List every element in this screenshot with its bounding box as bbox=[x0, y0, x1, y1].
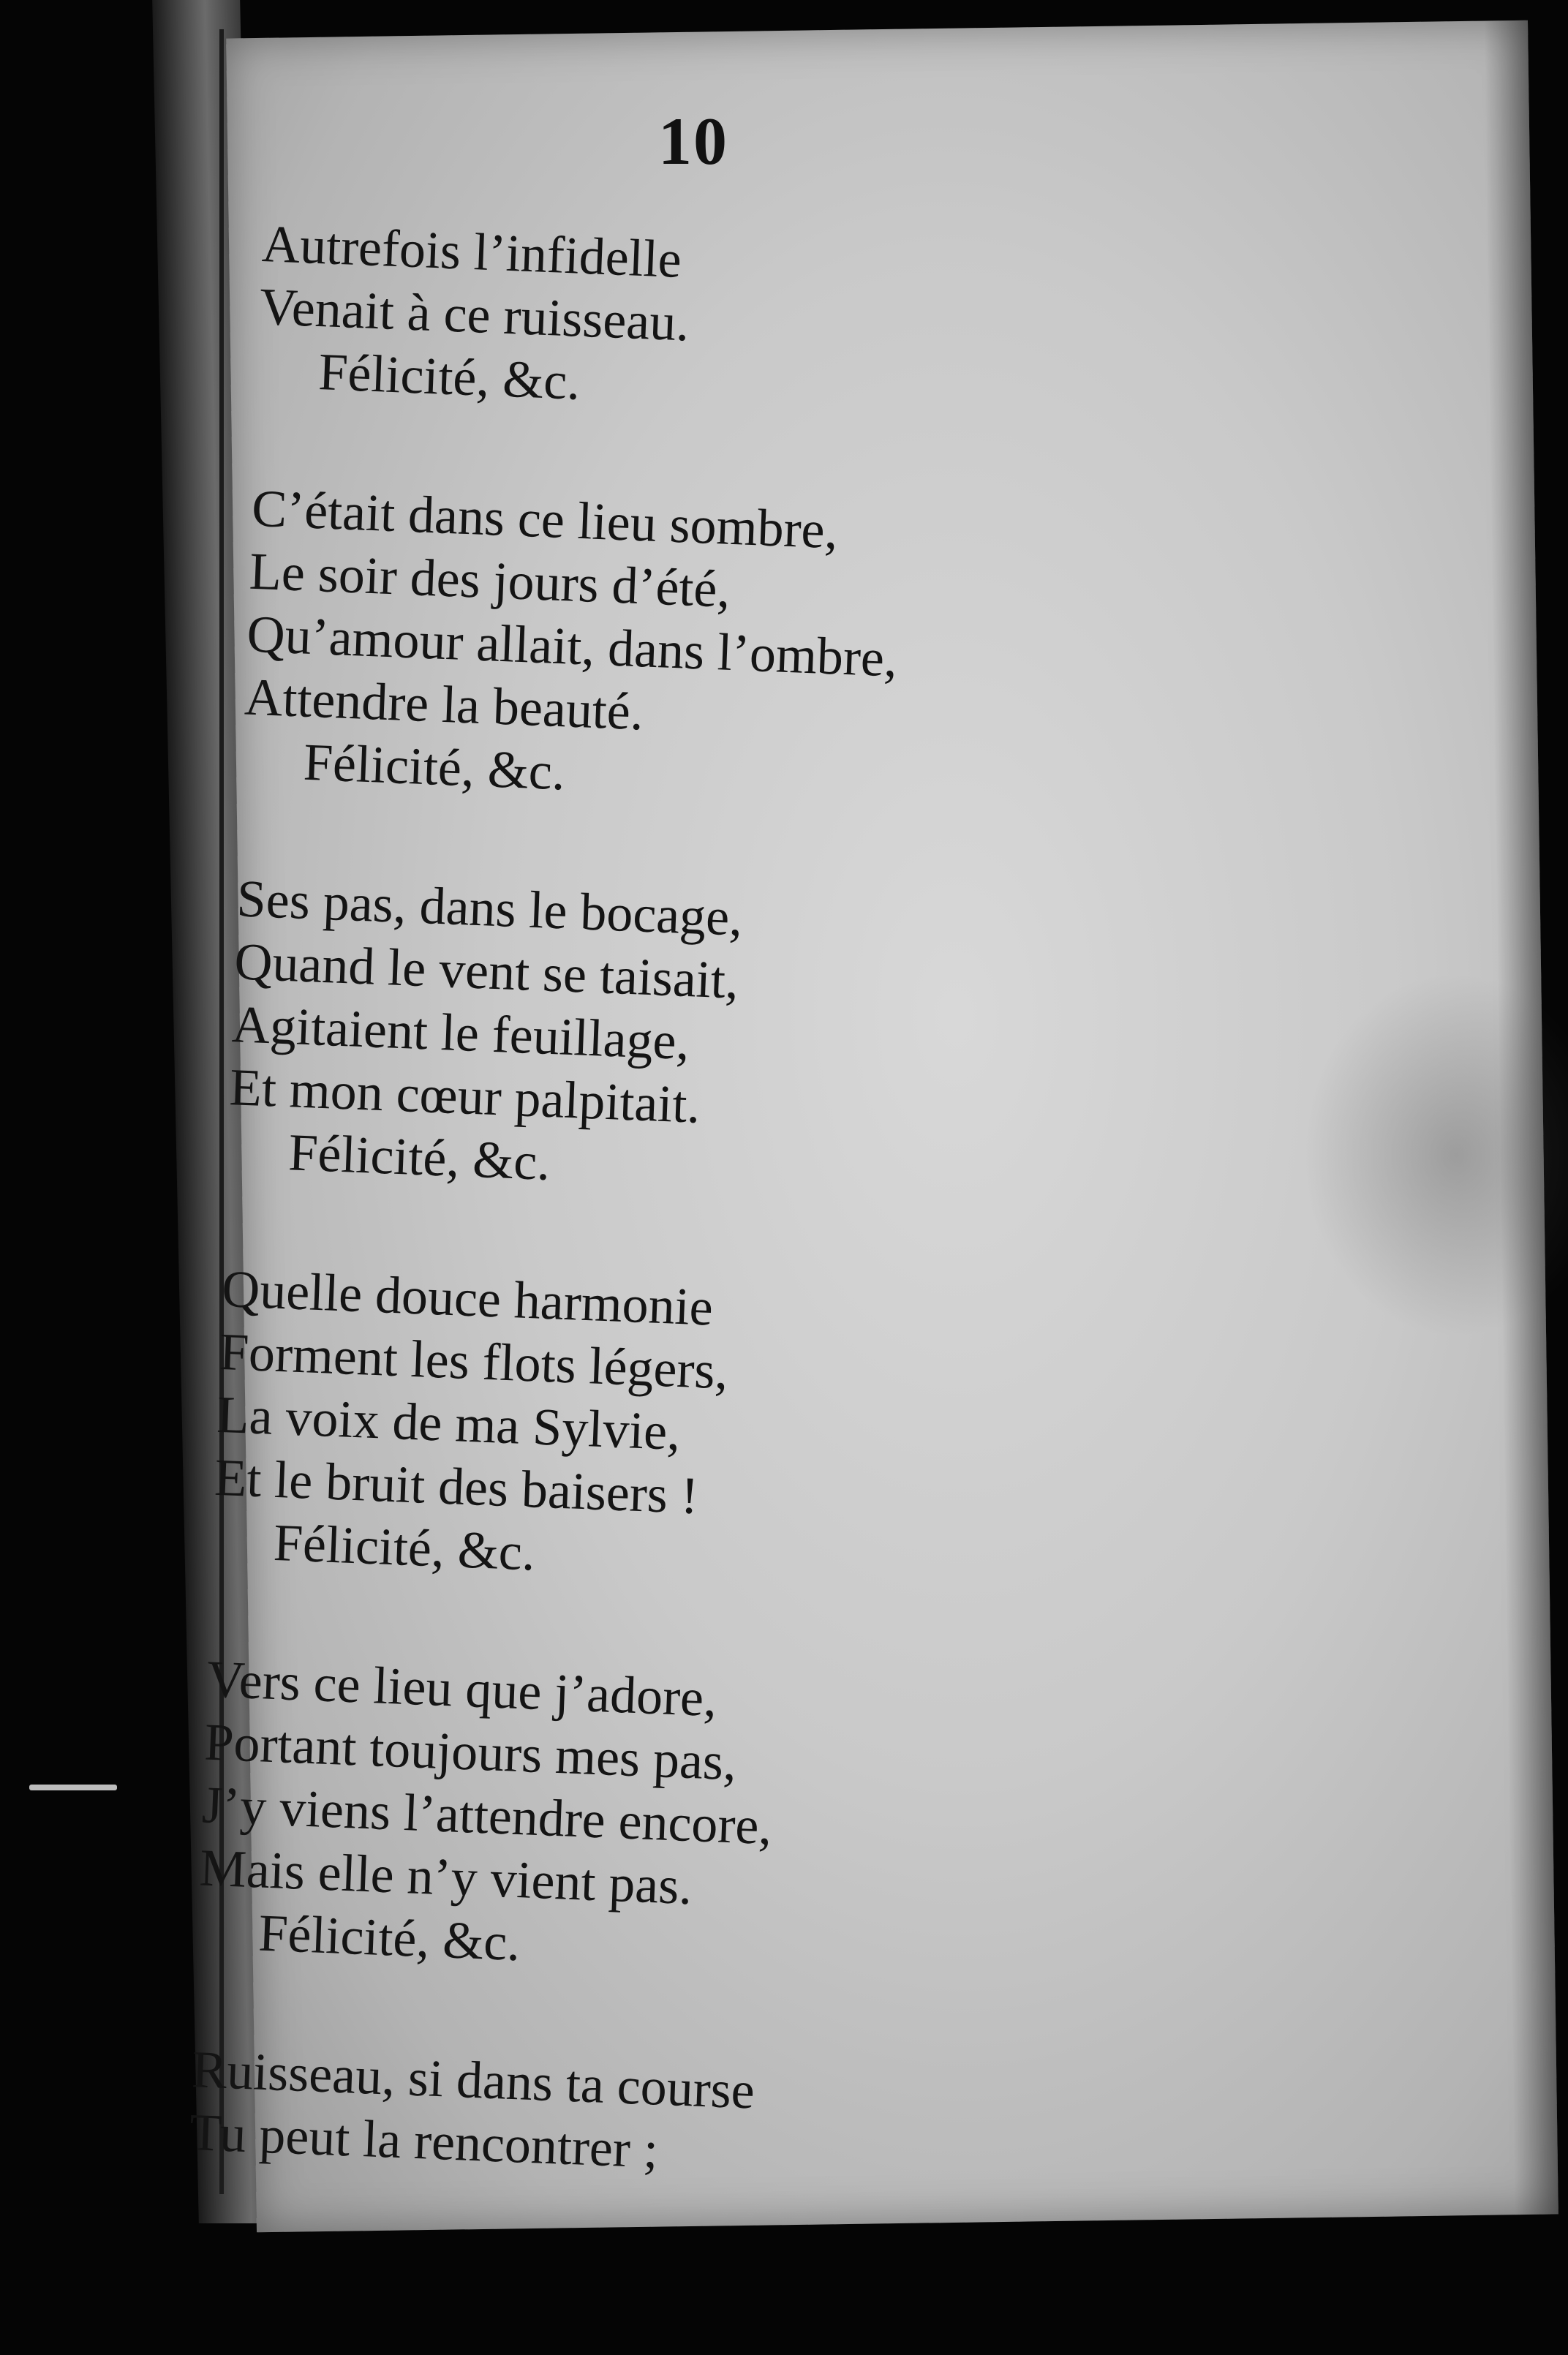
stanza bbox=[196, 1648, 1173, 1999]
verse-line: Quand le vent se taisait, bbox=[233, 932, 740, 1010]
refrain-line: Félicité, &c. bbox=[317, 342, 581, 411]
refrain-line: Félicité, &c. bbox=[257, 1903, 521, 1972]
verse-line: Autrefois l’infidelle bbox=[260, 214, 683, 289]
verse-line: Qu’amour allait, dans l’ombre, bbox=[246, 604, 899, 688]
paper-stain bbox=[1300, 970, 1568, 1340]
verse-line: La voix de ma Sylvie, bbox=[216, 1384, 682, 1462]
verse-line: Et mon cœur palpitait. bbox=[228, 1058, 701, 1134]
verse-line: Agitaient le feuillage, bbox=[230, 995, 691, 1071]
verse-line: Et le bruit des baisers ! bbox=[214, 1447, 700, 1526]
stanza bbox=[189, 2038, 1158, 2201]
verse-line: J’y viens l’attendre encore, bbox=[200, 1775, 773, 1856]
refrain-line: Félicité, &c. bbox=[287, 1123, 551, 1191]
stanza bbox=[256, 212, 1228, 437]
verse-line: Mais elle n’y vient pas. bbox=[198, 1838, 693, 1916]
verse-line: Le soir des jours d’été, bbox=[248, 541, 732, 619]
refrain-line: Félicité, &c. bbox=[302, 732, 567, 802]
verse-line: Ruisseau, si dans ta course bbox=[190, 2040, 756, 2120]
verse-line: Attendre la beauté. bbox=[244, 667, 645, 742]
verse-line: C’était dans ce lieu sombre, bbox=[250, 478, 840, 560]
verse-line: Quelle douce harmonie bbox=[220, 1259, 715, 1337]
verse-line: Vers ce lieu que j’adore, bbox=[206, 1649, 718, 1728]
verse-line: Forment les flots légers, bbox=[218, 1322, 730, 1401]
verse-line: Portant toujours mes pas, bbox=[203, 1712, 738, 1792]
verse-line: Ses pas, dans le bocage, bbox=[235, 869, 744, 947]
verse-line: Venait à ce ruisseau. bbox=[258, 276, 690, 353]
verse-line: Tu peut la rencontrer ; bbox=[188, 2103, 660, 2179]
paper-fragment bbox=[29, 1785, 117, 1790]
page-number: 10 bbox=[658, 104, 728, 178]
stanza bbox=[226, 867, 1203, 1218]
stanza bbox=[241, 477, 1218, 828]
stanza bbox=[211, 1257, 1188, 1608]
poem-text bbox=[186, 212, 1229, 2277]
refrain-line: Félicité, &c. bbox=[272, 1512, 537, 1582]
